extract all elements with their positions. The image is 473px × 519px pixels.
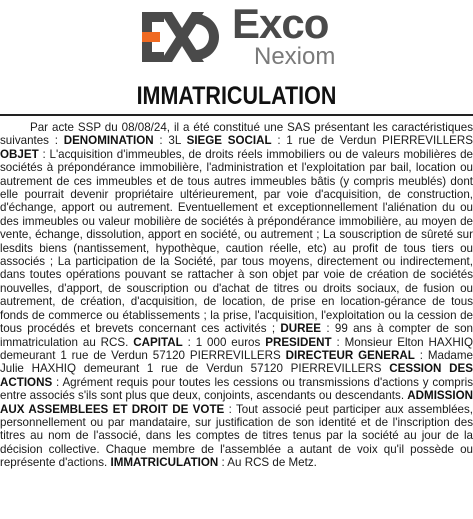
field-label-objet: OBJET xyxy=(0,147,39,161)
brand-subname: Nexiom xyxy=(254,43,336,70)
notice-text: : Agrément requis pour toutes les cessions ou transmissions d'actions y compris entre associés s'ils sont plus que deux, conjoints, ascendants ou descendants. xyxy=(0,375,473,403)
notice-text: : L'acquisition d'immeubles, de droits réels immobiliers ou de valeurs mobilières de sociétés à prépondérance immobilière, l'administration et l'exploitation par bail, location ou autrement de ces immeubles et de tous autres immeubles bâtis (y compris meublés) dont elle pourrait devenir propriétaire ultérieurement, par voie d'acquisition, de construction, d'échange, apport ou autrement. Eventuellement et exceptionnellement l'aliénation du ou des immeubles ou valeur mobilière de sociétés à prépondérance immobilière, au moyen de vente, échange, dissolution, apport en société, ou autrement ; La souscription de sûreté sur lesdits biens (nantissement, hypothèque, caution réelle, etc) au profit de tous tiers ou associés ; La participation de la Société, par tous moyens, directement ou indirectement, dans toutes opérations pouvant se rattacher à son objet par voie de création de sociétés nouvelles, d'apport, de souscription ou d'achat de titres ou droits sociaux, de fusion ou autrement, de création, d'acquisition, de location, de prise en location-gérance de tous fonds de commerce ou établissements ; la prise, l'acquisition, l'exploitation ou la cession de tous procédés et brevets concernant ces activités ; xyxy=(0,147,473,336)
notice-text: : Au RCS de Metz. xyxy=(218,456,317,470)
exco-logo-mark-icon xyxy=(136,6,222,68)
field-label-siege-social: SIEGE SOCIAL xyxy=(186,134,272,148)
notice-text: : Madame Julie HAXHIQ demeurant 1 rue de Verdun 57120 PIERREVILLERS xyxy=(0,348,473,376)
field-label-duree: DUREE xyxy=(280,322,321,336)
notice-text: : Monsieur Elton HAXHIQ demeurant 1 rue de Verdun 57120 PIERREVILLERS xyxy=(0,335,473,362)
notice-text: : 1 rue de Verdun PIERREVILLERS xyxy=(271,134,473,148)
notice-text: : 3L xyxy=(153,134,187,148)
field-label-immatriculation: IMMATRICULATION xyxy=(110,456,219,470)
notice-text: : Tout associé peut participer aux assemblées, personnellement ou par mandataire, sur justification de son identité et de l'inscription des titres au nom de l'associé, dans les comptes de titres tenus par la société au jour de la décision collective. Chaque membre de l'assemblée a autant de voix qu'il possède ou représente d'actions. xyxy=(0,402,473,470)
field-label-president: PRESIDENT xyxy=(265,335,332,349)
brand-name: Exco xyxy=(232,0,329,47)
field-label-cession-des-actions: CESSION DES ACTIONS xyxy=(0,362,473,389)
field-label-admission-assemblees: ADMISSION AUX ASSEMBLEES ET DROIT DE VOTE xyxy=(0,389,473,416)
page-title: IMMATRICULATION xyxy=(136,82,337,110)
notice-text: : 1 000 euros xyxy=(182,335,266,349)
field-label-capital: CAPITAL xyxy=(133,335,183,349)
notice-text: : 99 ans à compter de son immatriculation au RCS. xyxy=(0,322,473,349)
notice-paragraph xyxy=(0,121,473,470)
field-label-denomination: DENOMINATION xyxy=(63,134,154,148)
notice-text: Par acte SSP du 08/08/24, il a été constitué une SAS présentant les caractéristiques suivantes : xyxy=(0,121,473,148)
title-divider xyxy=(0,114,473,116)
legal-notice-body xyxy=(0,121,473,470)
field-label-directeur-general: DIRECTEUR GENERAL xyxy=(285,348,415,362)
exco-nexiom-logo xyxy=(0,0,473,78)
